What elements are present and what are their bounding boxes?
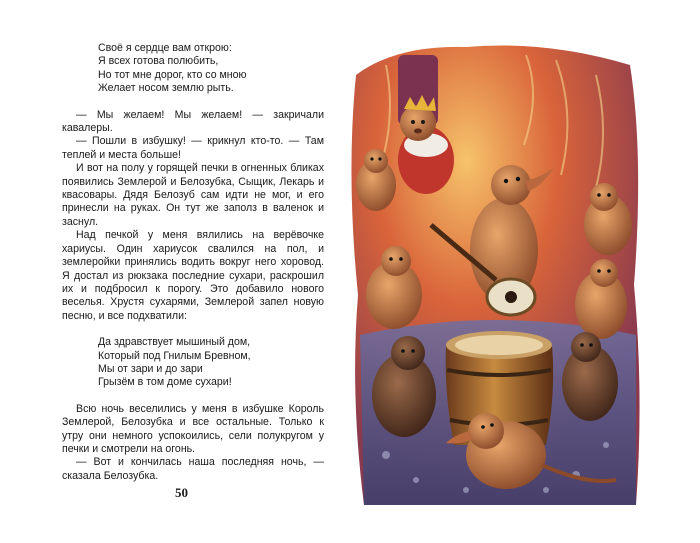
verse-line: Который под Гнилым Бревном, [98, 349, 251, 362]
paragraph: Над печкой у меня вялились на верёвочке хариусы. Один хариусок свалился на пол, и землеройки принялись водить вокруг него хоровод. Я достал из рюкзака последние сухари, раскрошил их и подбросил к порогу. Это добавило нового веселья. Хрустя сухарями, Землерой запел новую песню, и все подхватили: [62, 229, 324, 322]
page-number: 50 [175, 485, 188, 500]
verse-line: Да здравствует мышиный дом, [98, 336, 251, 349]
verse-line: Желает носом землю рыть. [98, 82, 234, 95]
paragraph: Всю ночь веселились у меня в избушке Король Землерой, Белозубка и все остальные. Только к утру они немного успокоились, сели полукругом у печки и смотрели на огонь. [62, 402, 324, 455]
paragraph: И вот на полу у горящей печки в огненных бликах появились Землерой и Белозубка, Сыщик, Лекарь и квасовары. Дядя Белозуб сам идти не мог, и его принесли на руках. Он тут же заполз в валенок и заснул. [62, 162, 324, 228]
verse-2 [98, 336, 324, 390]
illustration-svg [346, 35, 646, 515]
verse-1 [98, 42, 324, 96]
text-page [62, 42, 324, 483]
verse-line: Грызём в том доме сухари! [98, 376, 232, 389]
verse-line: Мы от зари и до зари [98, 362, 203, 375]
paragraph: — Вот и кончилась наша последняя ночь, — сказала Белозубка. [62, 456, 324, 482]
illustration [346, 35, 646, 515]
paragraph: — Пошли в избушку! — крикнул кто-то. — Там теплей и места больше! [62, 135, 324, 161]
paragraph: — Мы желаем! Мы желаем! — закричали кавалеры. [62, 108, 324, 135]
verse-line: Но тот мне дорог, кто со мною [98, 68, 247, 81]
verse-line: Своё я сердце вам открою: [98, 42, 232, 54]
verse-line: Я всех готова полюбить, [98, 55, 219, 68]
